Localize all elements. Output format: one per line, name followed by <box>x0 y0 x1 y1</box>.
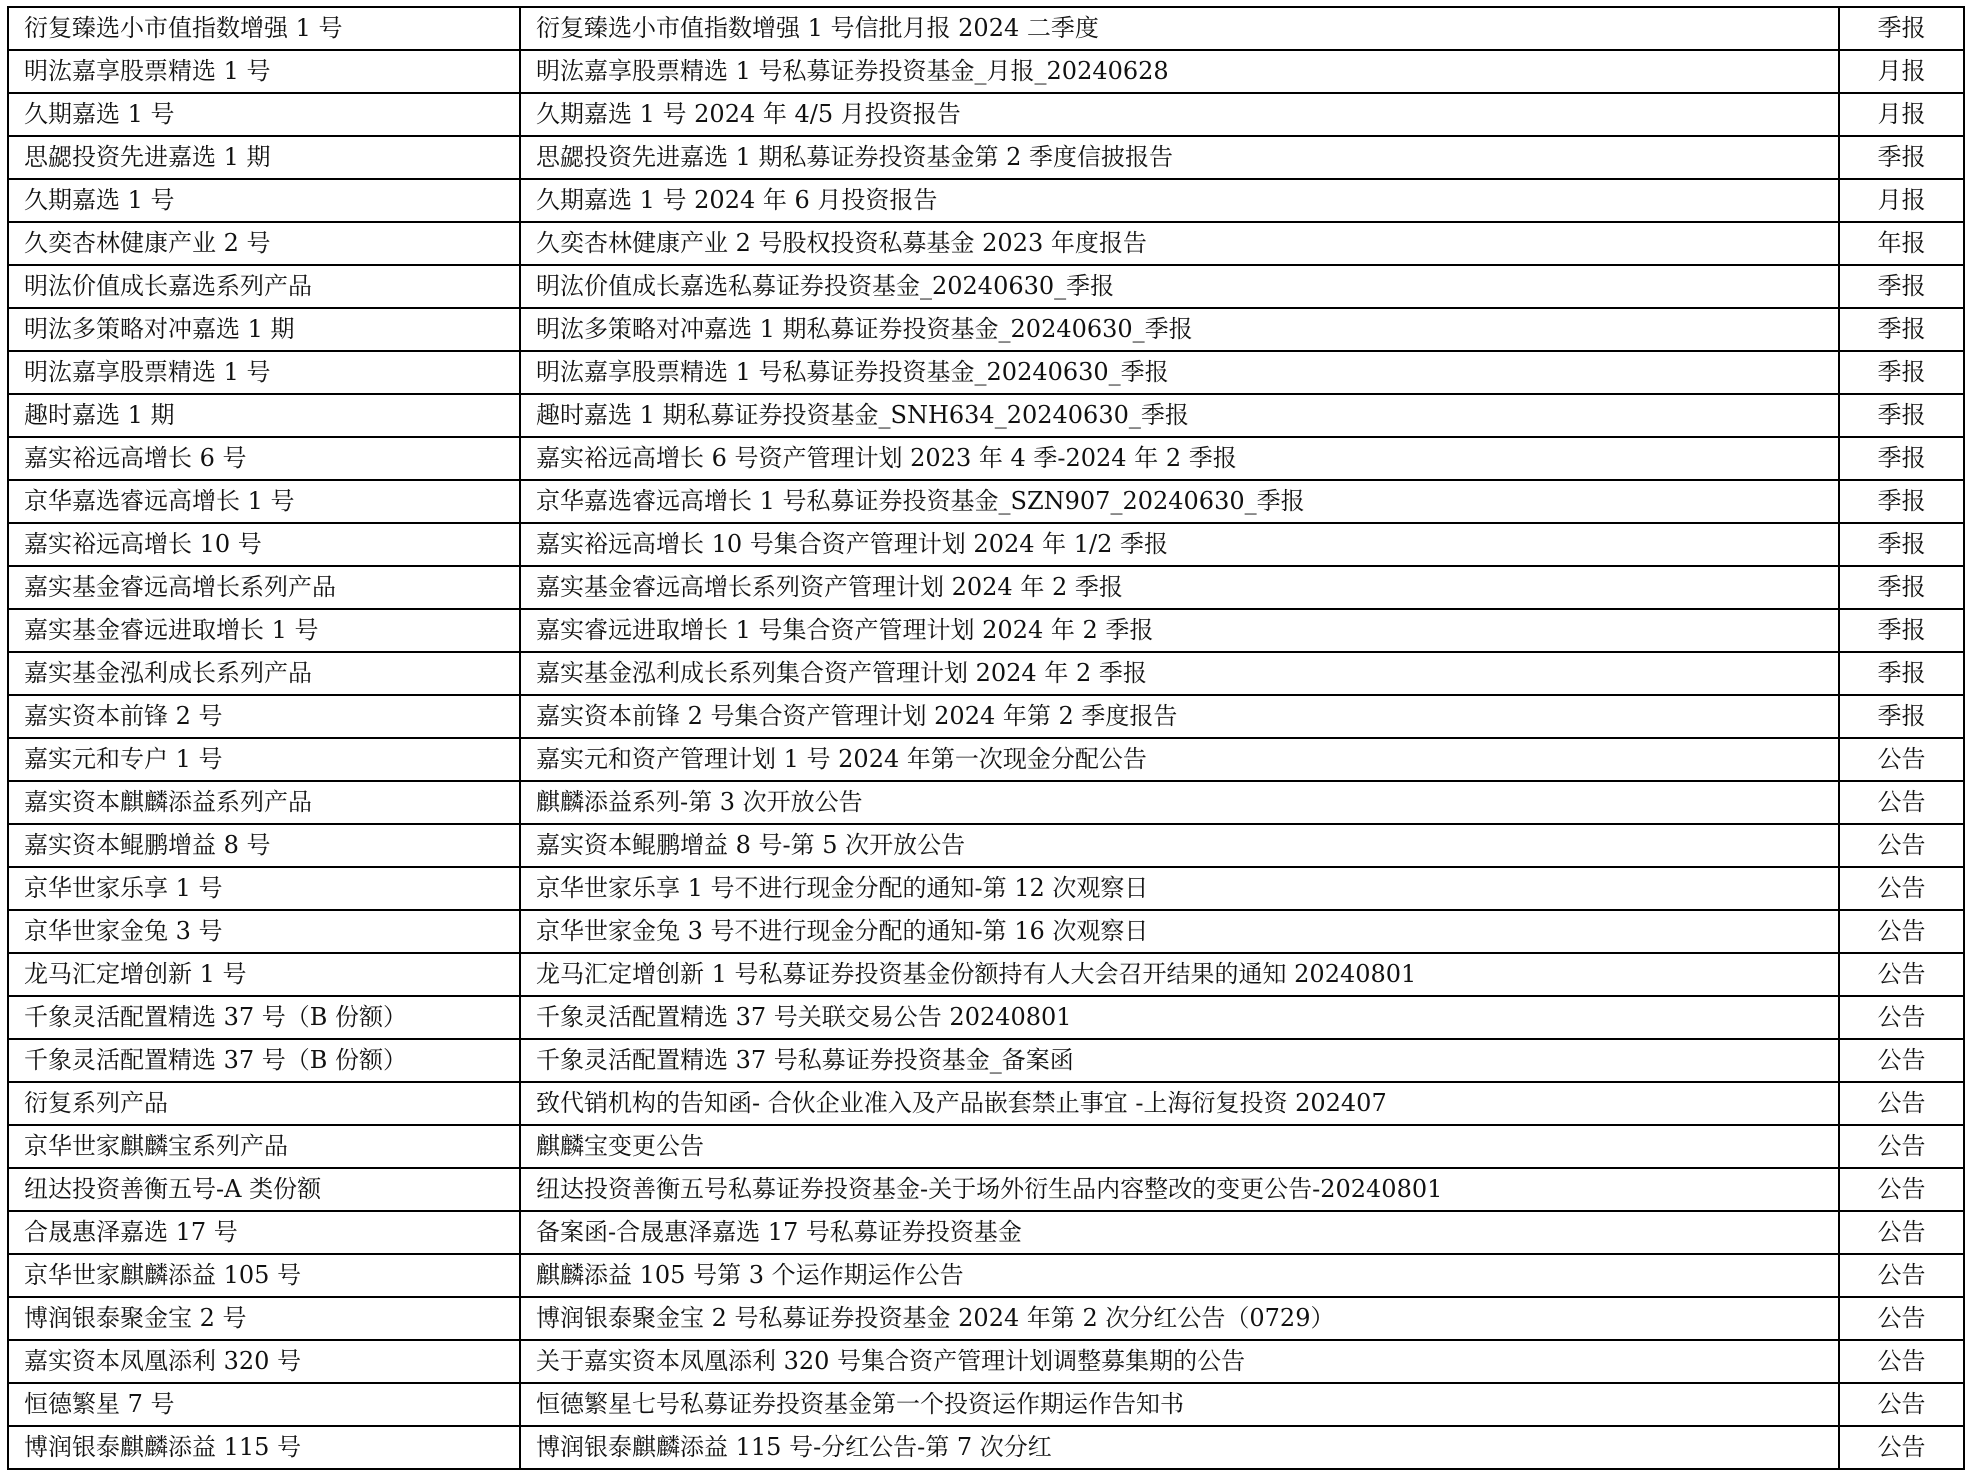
product-name-cell: 明汯嘉享股票精选 1 号 <box>8 50 520 93</box>
report-type-cell: 季报 <box>1839 308 1964 351</box>
product-name-cell: 趣时嘉选 1 期 <box>8 394 520 437</box>
report-type-cell: 季报 <box>1839 566 1964 609</box>
table-row <box>8 1426 1964 1469</box>
report-title-cell: 麒麟宝变更公告 <box>520 1125 1839 1168</box>
table-row <box>8 1340 1964 1383</box>
table-row <box>8 695 1964 738</box>
table-row <box>8 523 1964 566</box>
report-title-cell: 麒麟添益 105 号第 3 个运作期运作公告 <box>520 1254 1839 1297</box>
report-title-cell: 京华世家金兔 3 号不进行现金分配的通知-第 16 次观察日 <box>520 910 1839 953</box>
report-title-cell: 明汯嘉享股票精选 1 号私募证券投资基金_20240630_季报 <box>520 351 1839 394</box>
report-type-cell: 公告 <box>1839 738 1964 781</box>
report-title-cell: 京华世家乐享 1 号不进行现金分配的通知-第 12 次观察日 <box>520 867 1839 910</box>
report-type-cell: 季报 <box>1839 351 1964 394</box>
product-name-cell: 京华世家麒麟宝系列产品 <box>8 1125 520 1168</box>
report-type-cell: 月报 <box>1839 93 1964 136</box>
product-name-cell: 嘉实基金睿远进取增长 1 号 <box>8 609 520 652</box>
report-type-cell: 季报 <box>1839 265 1964 308</box>
report-title-cell: 嘉实裕远高增长 10 号集合资产管理计划 2024 年 1/2 季报 <box>520 523 1839 566</box>
product-name-cell: 京华世家金兔 3 号 <box>8 910 520 953</box>
product-name-cell: 恒德繁星 7 号 <box>8 1383 520 1426</box>
table-row <box>8 265 1964 308</box>
table-row <box>8 136 1964 179</box>
report-title-cell: 明汯嘉享股票精选 1 号私募证券投资基金_月报_20240628 <box>520 50 1839 93</box>
report-title-cell: 久奕杏林健康产业 2 号股权投资私募基金 2023 年度报告 <box>520 222 1839 265</box>
product-name-cell: 思勰投资先进嘉选 1 期 <box>8 136 520 179</box>
table-row <box>8 1082 1964 1125</box>
product-name-cell: 龙马汇定增创新 1 号 <box>8 953 520 996</box>
report-type-cell: 公告 <box>1839 1297 1964 1340</box>
table-row <box>8 308 1964 351</box>
table-row <box>8 1125 1964 1168</box>
report-title-cell: 嘉实资本前锋 2 号集合资产管理计划 2024 年第 2 季度报告 <box>520 695 1839 738</box>
report-type-cell: 公告 <box>1839 824 1964 867</box>
product-name-cell: 京华嘉选睿远高增长 1 号 <box>8 480 520 523</box>
product-name-cell: 久期嘉选 1 号 <box>8 179 520 222</box>
report-type-cell: 公告 <box>1839 953 1964 996</box>
report-type-cell: 季报 <box>1839 609 1964 652</box>
table-row <box>8 50 1964 93</box>
report-title-cell: 博润银泰聚金宝 2 号私募证券投资基金 2024 年第 2 次分红公告（0729） <box>520 1297 1839 1340</box>
report-title-cell: 致代销机构的告知函- 合伙企业准入及产品嵌套禁止事宜 -上海衍复投资 202407 <box>520 1082 1839 1125</box>
table-row <box>8 738 1964 781</box>
product-name-cell: 嘉实基金泓利成长系列产品 <box>8 652 520 695</box>
report-type-cell: 月报 <box>1839 179 1964 222</box>
table-row <box>8 996 1964 1039</box>
report-type-cell: 季报 <box>1839 480 1964 523</box>
product-name-cell: 明汯嘉享股票精选 1 号 <box>8 351 520 394</box>
product-name-cell: 嘉实资本凤凰添利 320 号 <box>8 1340 520 1383</box>
table-row <box>8 652 1964 695</box>
report-type-cell: 公告 <box>1839 1039 1964 1082</box>
table-row <box>8 222 1964 265</box>
report-title-cell: 嘉实资本鲲鹏增益 8 号-第 5 次开放公告 <box>520 824 1839 867</box>
product-name-cell: 千象灵活配置精选 37 号（B 份额） <box>8 1039 520 1082</box>
report-type-cell: 公告 <box>1839 910 1964 953</box>
product-name-cell: 京华世家麒麟添益 105 号 <box>8 1254 520 1297</box>
table-row <box>8 437 1964 480</box>
product-name-cell: 嘉实基金睿远高增长系列产品 <box>8 566 520 609</box>
table-row <box>8 1297 1964 1340</box>
report-title-cell: 嘉实基金泓利成长系列集合资产管理计划 2024 年 2 季报 <box>520 652 1839 695</box>
report-title-cell: 关于嘉实资本凤凰添利 320 号集合资产管理计划调整募集期的公告 <box>520 1340 1839 1383</box>
table-row <box>8 1211 1964 1254</box>
report-table-body <box>8 7 1964 1469</box>
table-row <box>8 867 1964 910</box>
product-name-cell: 嘉实资本前锋 2 号 <box>8 695 520 738</box>
report-type-cell: 季报 <box>1839 136 1964 179</box>
report-title-cell: 纽达投资善衡五号私募证券投资基金-关于场外衍生品内容整改的变更公告-20240801 <box>520 1168 1839 1211</box>
report-type-cell: 季报 <box>1839 652 1964 695</box>
report-type-cell: 公告 <box>1839 1211 1964 1254</box>
report-title-cell: 嘉实元和资产管理计划 1 号 2024 年第一次现金分配公告 <box>520 738 1839 781</box>
table-row <box>8 609 1964 652</box>
report-type-cell: 公告 <box>1839 996 1964 1039</box>
report-type-cell: 季报 <box>1839 437 1964 480</box>
table-row <box>8 394 1964 437</box>
product-name-cell: 久奕杏林健康产业 2 号 <box>8 222 520 265</box>
table-row <box>8 1168 1964 1211</box>
report-title-cell: 京华嘉选睿远高增长 1 号私募证券投资基金_SZN907_20240630_季报 <box>520 480 1839 523</box>
report-type-cell: 公告 <box>1839 1426 1964 1469</box>
report-title-cell: 龙马汇定增创新 1 号私募证券投资基金份额持有人大会召开结果的通知 20240801 <box>520 953 1839 996</box>
table-row <box>8 351 1964 394</box>
table-row <box>8 910 1964 953</box>
table-row <box>8 953 1964 996</box>
report-type-cell: 年报 <box>1839 222 1964 265</box>
report-title-cell: 明汯价值成长嘉选私募证券投资基金_20240630_季报 <box>520 265 1839 308</box>
product-name-cell: 衍复臻选小市值指数增强 1 号 <box>8 7 520 50</box>
report-type-cell: 月报 <box>1839 50 1964 93</box>
report-type-cell: 季报 <box>1839 523 1964 566</box>
report-title-cell: 思勰投资先进嘉选 1 期私募证券投资基金第 2 季度信披报告 <box>520 136 1839 179</box>
report-type-cell: 季报 <box>1839 7 1964 50</box>
table-row <box>8 179 1964 222</box>
report-title-cell: 博润银泰麒麟添益 115 号-分红公告-第 7 次分红 <box>520 1426 1839 1469</box>
report-title-cell: 备案函-合晟惠泽嘉选 17 号私募证券投资基金 <box>520 1211 1839 1254</box>
report-title-cell: 久期嘉选 1 号 2024 年 4/5 月投资报告 <box>520 93 1839 136</box>
report-type-cell: 公告 <box>1839 781 1964 824</box>
report-type-cell: 公告 <box>1839 1340 1964 1383</box>
table-row <box>8 566 1964 609</box>
table-row <box>8 1039 1964 1082</box>
report-title-cell: 恒德繁星七号私募证券投资基金第一个投资运作期运作告知书 <box>520 1383 1839 1426</box>
report-title-cell: 久期嘉选 1 号 2024 年 6 月投资报告 <box>520 179 1839 222</box>
table-row <box>8 781 1964 824</box>
product-name-cell: 嘉实资本鲲鹏增益 8 号 <box>8 824 520 867</box>
product-name-cell: 博润银泰聚金宝 2 号 <box>8 1297 520 1340</box>
report-type-cell: 公告 <box>1839 1082 1964 1125</box>
product-name-cell: 京华世家乐享 1 号 <box>8 867 520 910</box>
table-row <box>8 480 1964 523</box>
table-row <box>8 7 1964 50</box>
product-name-cell: 明汯价值成长嘉选系列产品 <box>8 265 520 308</box>
report-table <box>7 6 1965 1470</box>
report-type-cell: 季报 <box>1839 394 1964 437</box>
report-title-cell: 趣时嘉选 1 期私募证券投资基金_SNH634_20240630_季报 <box>520 394 1839 437</box>
table-row <box>8 1383 1964 1426</box>
product-name-cell: 千象灵活配置精选 37 号（B 份额） <box>8 996 520 1039</box>
report-title-cell: 嘉实基金睿远高增长系列资产管理计划 2024 年 2 季报 <box>520 566 1839 609</box>
product-name-cell: 合晟惠泽嘉选 17 号 <box>8 1211 520 1254</box>
product-name-cell: 嘉实裕远高增长 6 号 <box>8 437 520 480</box>
product-name-cell: 博润银泰麒麟添益 115 号 <box>8 1426 520 1469</box>
report-type-cell: 公告 <box>1839 1125 1964 1168</box>
table-row <box>8 824 1964 867</box>
product-name-cell: 久期嘉选 1 号 <box>8 93 520 136</box>
table-row <box>8 93 1964 136</box>
table-row <box>8 1254 1964 1297</box>
report-title-cell: 嘉实裕远高增长 6 号资产管理计划 2023 年 4 季-2024 年 2 季报 <box>520 437 1839 480</box>
report-type-cell: 公告 <box>1839 867 1964 910</box>
report-type-cell: 公告 <box>1839 1383 1964 1426</box>
report-type-cell: 公告 <box>1839 1254 1964 1297</box>
report-type-cell: 季报 <box>1839 695 1964 738</box>
report-title-cell: 明汯多策略对冲嘉选 1 期私募证券投资基金_20240630_季报 <box>520 308 1839 351</box>
product-name-cell: 衍复系列产品 <box>8 1082 520 1125</box>
product-name-cell: 嘉实元和专户 1 号 <box>8 738 520 781</box>
product-name-cell: 明汯多策略对冲嘉选 1 期 <box>8 308 520 351</box>
product-name-cell: 纽达投资善衡五号-A 类份额 <box>8 1168 520 1211</box>
product-name-cell: 嘉实资本麒麟添益系列产品 <box>8 781 520 824</box>
report-type-cell: 公告 <box>1839 1168 1964 1211</box>
report-title-cell: 千象灵活配置精选 37 号关联交易公告 20240801 <box>520 996 1839 1039</box>
report-title-cell: 麒麟添益系列-第 3 次开放公告 <box>520 781 1839 824</box>
report-title-cell: 衍复臻选小市值指数增强 1 号信批月报 2024 二季度 <box>520 7 1839 50</box>
product-name-cell: 嘉实裕远高增长 10 号 <box>8 523 520 566</box>
report-title-cell: 嘉实睿远进取增长 1 号集合资产管理计划 2024 年 2 季报 <box>520 609 1839 652</box>
report-title-cell: 千象灵活配置精选 37 号私募证券投资基金_备案函 <box>520 1039 1839 1082</box>
